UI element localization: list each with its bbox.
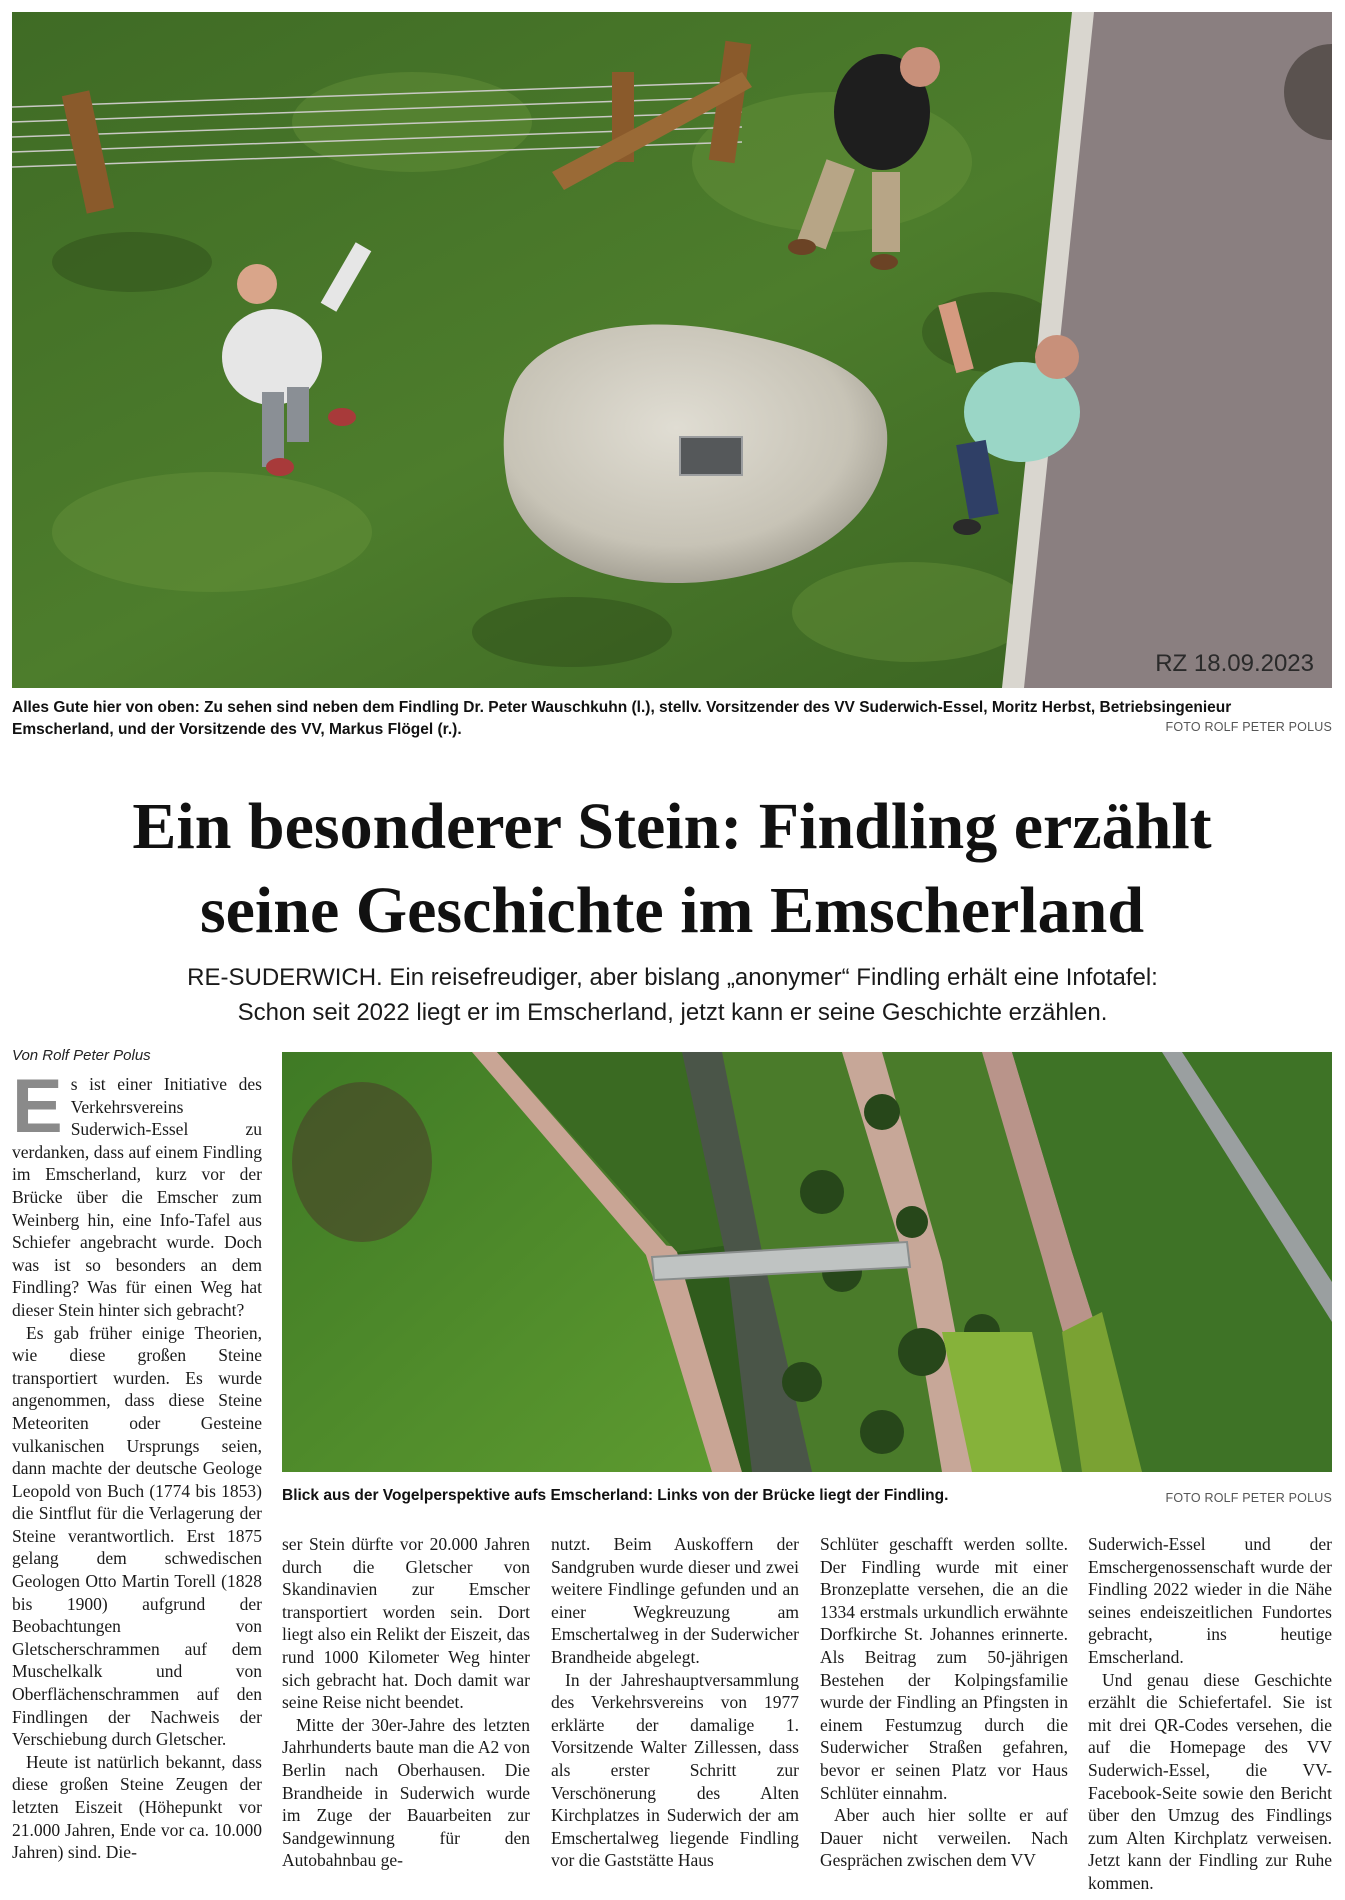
paragraph: Und genau diese Geschichte erzählt die Schiefertafel. Sie ist mit drei QR-Codes versehen, die auf die Homepage des VV Suderwich-Essel, die VV-Facebook-Seite sowie den Bericht über den Umzug des Findlings zum Alten Kirchplatz verweisen. Jetzt kann der Findling zur Ruhe kommen.	[1088, 1669, 1332, 1893]
paragraph: Suderwich-Essel und der Emschergenossenschaft wurde der Findling 2022 wieder in die Nähe seines endeiszeitlichen Fundortes gebracht, ins heutige Emscherland.	[1088, 1534, 1332, 1667]
photo-findling-aerial	[12, 12, 1332, 688]
article-column-4	[820, 1533, 1068, 1872]
headline-line-2: seine Geschichte im Emscherland	[199, 874, 1145, 947]
photo-findling-image	[12, 12, 1332, 688]
article-column-1	[12, 1064, 262, 1864]
intro-teaser	[60, 960, 1285, 1030]
article-column-5	[1088, 1533, 1332, 1895]
paragraph-text: s ist einer Initiative des Verkehrsvereins Suderwich-Essel zu verdanken, dass auf einem Findling im Emscherland, kurz vor der Brücke über die Emscher zum Weinberg hin, eine Info-Tafel aus Schiefer angebracht wurde. Doch was ist so besonders an dem Findling? Was für einen Weg hat dieser Stein hinter sich gebracht?	[12, 1074, 262, 1320]
paragraph: Schlüter geschafft werden sollte. Der Findling wurde mit einer Bronzeplatte versehen, die an die 1334 erstmals urkundlich erwähnte Dorfkirche St. Johannes erinnerte. Als Beitrag zum 50-jährigen Bestehen der Kolpingsfamilie wurde der Findling an Pfingsten in einem Festumzug durch die Suderwicher Straßen gefahren, bevor er seinen Platz vor Haus Schlüter einnahm.	[820, 1534, 1068, 1803]
photo-caption-top: Alles Gute hier von oben: Zu sehen sind neben dem Findling Dr. Peter Wauschkuhn (l.), stellv. Vorsitzender des VV Suderwich-Essel, Moritz Herbst, Betriebsingenieur Emscherland, und der Vorsitzende des VV, Markus Flögel (r.).	[12, 699, 1232, 738]
paragraph: Heute ist natürlich bekannt, dass diese großen Steine Zeugen der letzten Eiszeit (Höhepunkt vor 21.000 Jahren, Ende vor ca. 10.000 Jahren) sind. Die-	[12, 1751, 262, 1863]
article-column-2	[282, 1533, 530, 1872]
photo-credit-top: FOTO ROLF PETER POLUS	[1165, 720, 1332, 734]
paragraph: ser Stein dürfte vor 20.000 Jahren durch die Gletscher von Skandinavien zur Emscher transportiert worden sein. Dort liegt also ein Relikt der Eiszeit, das rund 1000 Kilometer Weg hinter sich gebracht hat. Doch damit war seine Reise nicht beendet.	[282, 1534, 530, 1713]
photo-emscherland-aerial	[282, 1052, 1332, 1472]
paragraph	[12, 1064, 262, 1322]
paragraph: Aber auch hier sollte er auf Dauer nicht verweilen. Nach Gesprächen zwischen dem VV	[820, 1805, 1068, 1871]
intro-line-2: Schon seit 2022 liegt er im Emscherland, jetzt kann er seine Geschichte erzählen.	[237, 999, 1108, 1026]
byline: Von Rolf Peter Polus	[12, 1047, 151, 1064]
paragraph: In der Jahreshauptversammlung des Verkehrsvereins von 1977 erklärte der damalige 1. Vorsitzende Walter Zillessen, dass als erster Schritt zur Verschönerung des Alten Kirchplatzes in Suderwich der am Emschertalweg liegende Findling vor die Gaststätte Haus	[551, 1669, 799, 1871]
paragraph: Es gab früher einige Theorien, wie diese großen Steine transportiert wurden. Es wurde angenommen, dass diese Steine Meteoriten oder Gesteine vulkanischen Ursprungs seien, dann machte der deutsche Geologe Leopold von Buch (1774 bis 1853) die Sintflut für die Verlagerung der Steine verantwortlich. Erst 1875 gelang dem schwedischen Geologen Otto Martin Torell (1828 bis 1900) aufgrund der Beobachtungen von Gletscherschrammen auf dem Muschelkalk und von Oberflächenschrammen auf den Findlingen der Nachweis der Verschiebung durch Gletscher.	[12, 1322, 262, 1750]
photo-caption-bird: Blick aus der Vogelperspektive aufs Emscherland: Links von der Brücke liegt der Findling.	[282, 1487, 949, 1504]
headline-line-1: Ein besonderer Stein: Findling erzählt	[132, 790, 1212, 863]
date-stamp: RZ 18.09.2023	[1155, 650, 1314, 677]
intro-line-1: RE-SUDERWICH. Ein reisefreudiger, aber bislang „anonymer“ Findling erhält eine Infotafel:	[187, 964, 1158, 991]
photo-emscherland-image	[282, 1052, 1332, 1472]
photo-credit-bird: FOTO ROLF PETER POLUS	[1165, 1491, 1332, 1505]
article-column-3	[551, 1533, 799, 1872]
dropcap: E	[12, 1064, 63, 1149]
paragraph: nutzt. Beim Auskoffern der Sandgruben wurde dieser und zwei weitere Findlinge gefunden und an einer Wegkreuzung am Emschertalweg in der Suderwicher Brandheide abgelegt.	[551, 1534, 799, 1667]
headline	[12, 785, 1332, 953]
paragraph: Mitte der 30er-Jahre des letzten Jahrhunderts baute man die A2 von Berlin nach Oberhausen. Die Brandheide in Suderwich wurde im Zuge der Bauarbeiten zur Sandgewinnung für den Autobahnbau ge-	[282, 1714, 530, 1871]
